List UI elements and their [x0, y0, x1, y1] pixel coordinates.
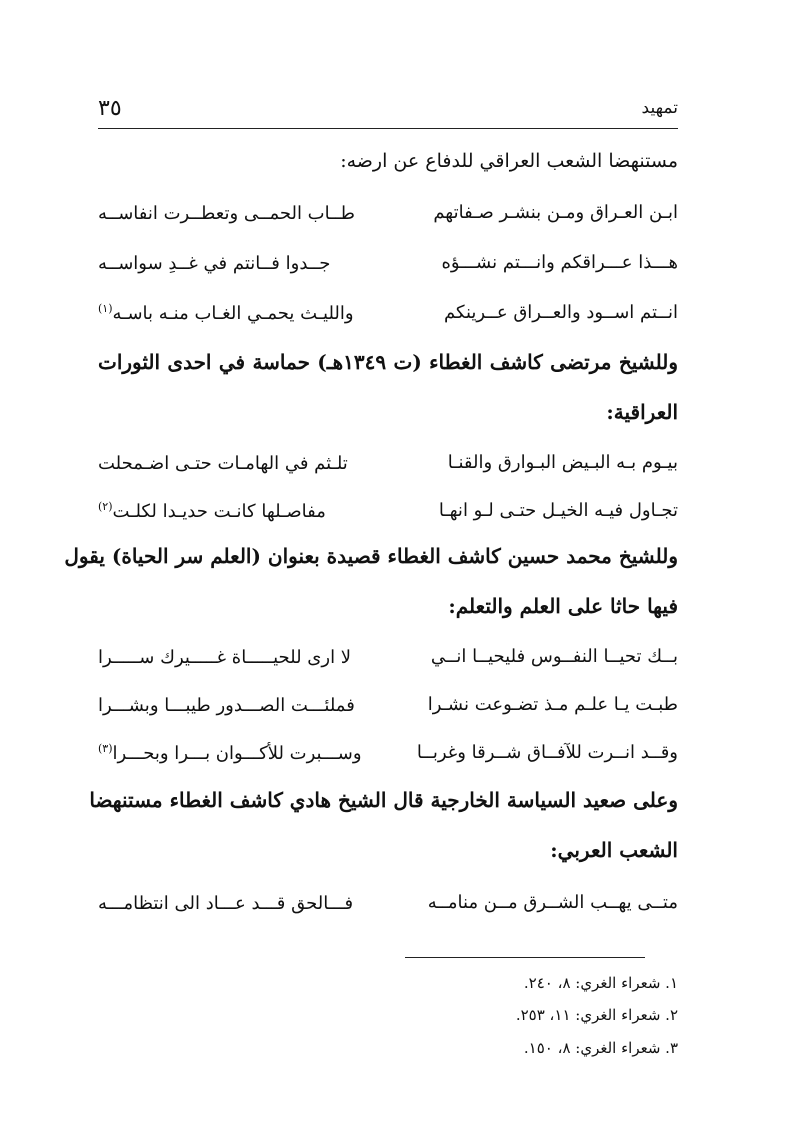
verse-first-hemistich: طبـت يـا علـم مـذ تضـوعت نشـرا: [427, 694, 678, 715]
header-divider: [98, 128, 678, 129]
verse-first-hemistich: هـــذا عـــراقكم وانـــتم نشـــؤه: [441, 252, 678, 273]
chapter-title: تمهيد: [641, 98, 678, 118]
verse-line: [98, 500, 678, 534]
verse-line: [98, 742, 678, 776]
verse-line: [98, 892, 678, 926]
verse-line: [98, 452, 678, 486]
verse-second-hemistich: فملئـــت الصـــدور طيبـــا وبشـــرا: [98, 695, 355, 716]
verse-line: [98, 252, 678, 286]
page-header: [98, 96, 678, 130]
verse-second-hemistich: طــاب الحمــى وتعطــرت انفاســه: [98, 203, 355, 224]
section-heading-continued: الشعب العربي:: [550, 838, 678, 862]
section-heading: وعلى صعيد السياسة الخارجية قال الشيخ هادي كاشف الغطاء مستنهضا: [89, 788, 678, 812]
verse-first-hemistich: وقــد انــرت للآفــاق شــرقا وغربــا: [416, 742, 678, 763]
footnote: ١. شعراء الغري: ٨، ٢٤٠.: [523, 974, 678, 992]
verse-second-hemistich: جــدوا فــانتم في غــدِ سواســه: [98, 253, 331, 274]
footnote-ref: (١): [98, 302, 113, 315]
verse-second-hemistich: لا ارى للحيـــــاة غـــــيرك ســـــرا: [98, 647, 352, 668]
verse-second-hemistich: وســـبرت للأكـــوان بـــرا وبحـــرا$^{(٣)}$: [98, 742, 362, 764]
section-heading: وللشيخ مرتضى كاشف الغطاء (ت ١٣٤٩هـ) حماسة في احدى الثورات: [98, 350, 678, 374]
verse-second-hemistich: فـــالحق قـــد عـــاد الى انتظامـــه: [98, 893, 354, 914]
verse-line: [98, 694, 678, 728]
intro-line: مستنهضا الشعب العراقي للدفاع عن ارضه:: [340, 150, 678, 172]
footnote: ٣. شعراء الغري: ٨، ١٥٠.: [523, 1039, 678, 1057]
verse-line: [98, 302, 678, 336]
verse-second-hemistich: مفاصـلها كانـت حديـدا لكلـت$^{(٢)}$: [98, 500, 326, 522]
section-heading: وللشيخ محمد حسين كاشف الغطاء قصيدة بعنوان (العلم سر الحياة) يقول: [64, 544, 678, 568]
section-heading-continued: العراقية:: [606, 400, 678, 424]
page-number: ٣٥: [98, 96, 122, 121]
verse-first-hemistich: بيـوم بـه البـيض البـوارق والقنـا: [447, 452, 678, 473]
verse-first-hemistich: ابـن العـراق ومـن بنشـر صـفاتهم: [433, 202, 678, 223]
verse-first-hemistich: بــك تحيــا النفــوس فليحيــا انــي: [430, 646, 678, 667]
footnote-divider: [405, 957, 645, 958]
section-heading-continued: فيها حاثا على العلم والتعلم:: [448, 594, 678, 618]
verse-line: [98, 646, 678, 680]
verse-line: [98, 202, 678, 236]
verse-second-hemistich: والليـث يحمـي الغـاب منـه باسـه$^{(١)}$: [98, 302, 354, 324]
verse-second-hemistich: تلـثم في الهامـات حتـى اضـمحلت: [98, 453, 348, 474]
verse-first-hemistich: تجـاول فيـه الخيـل حتـى لـو انهـا: [438, 500, 678, 521]
footnote-ref: (٢): [98, 500, 113, 513]
footnote: ٢. شعراء الغري: ١١، ٢٥٣.: [515, 1006, 678, 1024]
verse-first-hemistich: انــتم اســود والعــراق عــرينكم: [444, 302, 678, 323]
footnote-ref: (٣): [98, 742, 113, 755]
verse-first-hemistich: متــى يهــب الشــرق مــن منامــه: [427, 892, 678, 913]
